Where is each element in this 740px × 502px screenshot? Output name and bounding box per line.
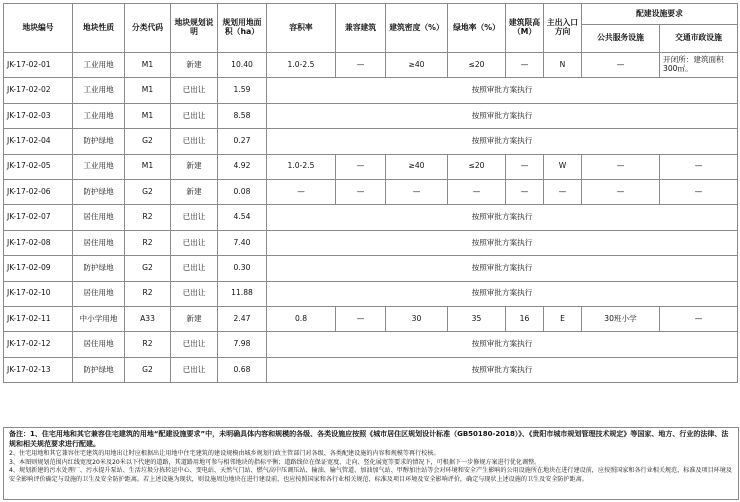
header-traffic: 交通市政设施 [660,25,738,53]
cell-code: M1 [125,103,171,128]
cell-land-use: 工业用地 [73,78,125,103]
header-row [4,4,738,25]
cell-density: 30 [386,306,448,331]
cell-area: 7.40 [218,230,267,255]
cell-merged-approval: 按照审批方案执行 [267,357,738,382]
cell-green: ≤20 [448,53,506,78]
table-row [4,332,738,357]
cell-code: G2 [125,357,171,382]
cell-traffic: — [660,179,738,204]
cell-area: 0.08 [218,179,267,204]
cell-code: R2 [125,205,171,230]
cell-far: — [267,179,336,204]
cell-traffic: 开闭所：建筑面积300㎡。 [660,53,738,78]
table-row [4,256,738,281]
cell-land-use: 防护绿地 [73,256,125,281]
cell-block-id: JK-17-02-06 [4,179,73,204]
cell-far: 1.0-2.5 [267,53,336,78]
cell-compatible: — [336,53,386,78]
cell-compatible: — [336,179,386,204]
cell-green: 35 [448,306,506,331]
cell-plan-note: 新建 [171,179,218,204]
cell-block-id: JK-17-02-10 [4,281,73,306]
cell-plan-note: 新建 [171,53,218,78]
cell-area: 4.54 [218,205,267,230]
cell-land-use: 居住用地 [73,230,125,255]
note-2: 2、住宅用地和其它兼容住宅建筑的用地出让时应根据出让用地中住宅建筑的建设规模由城乡规划行政主管部门对各级、各类配建设施的内容和规模等再行校核。 [9,449,440,457]
cell-code: R2 [125,230,171,255]
cell-plan-note: 已出让 [171,357,218,382]
cell-area: 2.47 [218,306,267,331]
cell-merged-approval: 按照审批方案执行 [267,332,738,357]
cell-height-limit: — [506,154,544,179]
cell-block-id: JK-17-02-01 [4,53,73,78]
cell-plan-note: 已出让 [171,256,218,281]
cell-land-use: 工业用地 [73,103,125,128]
cell-plan-note: 已出让 [171,230,218,255]
cell-area: 0.27 [218,129,267,154]
cell-plan-note: 已出让 [171,332,218,357]
cell-block-id: JK-17-02-02 [4,78,73,103]
cell-area: 1.59 [218,78,267,103]
table-row [4,129,738,154]
cell-code: G2 [125,256,171,281]
note-1: 备注：1、住宅用地和其它兼容住宅建筑的用地“配建设施要求”中，未明确具体内容和规模的各级、各类设施应按照《城市居住区规划设计标准（GB50180-2018）》、《贵阳市城市规划管理技术规定》等国家、地方、行业的法律、法规和相关规范要求进行配建。 [9,430,729,448]
table-row [4,306,738,331]
cell-density: ≥40 [386,154,448,179]
cell-land-use: 中小学用地 [73,306,125,331]
cell-density: ≥40 [386,53,448,78]
table-row [4,357,738,382]
cell-land-use: 防护绿地 [73,357,125,382]
cell-plan-note: 已出让 [171,103,218,128]
cell-access: E [544,306,582,331]
header-green: 绿地率（%） [448,4,506,53]
cell-code: G2 [125,129,171,154]
cell-plan-note: 已出让 [171,78,218,103]
header-access: 主出入口方向 [544,4,582,53]
header-land-use: 地块性质 [73,4,125,53]
cell-area: 11.88 [218,281,267,306]
note-3: 3、本图则规划范围内红线宽度20米及20米以下代建的道路，其道路用地可参与相邻地块的指标平衡；道路线位在保证宽度、走向、竖化展宽等要求的情况下，可根据下一步修规方案进行优化调整。 [9,458,541,466]
cell-public-service: — [582,154,660,179]
cell-compatible: — [336,154,386,179]
table-row [4,281,738,306]
header-facilities-group: 配建设施要求 [582,4,738,25]
cell-merged-approval: 按照审批方案执行 [267,281,738,306]
cell-merged-approval: 按照审批方案执行 [267,256,738,281]
cell-land-use: 居住用地 [73,281,125,306]
cell-public-service: 30班小学 [582,306,660,331]
cell-height-limit: — [506,179,544,204]
cell-far: 0.8 [267,306,336,331]
note-4: 4、规划新建的污水处理厂、污水提升泵站、生活垃圾分拣转运中心、变电站、天然气门站、燃气高中压调压站、输油、输气管道、加油加气站、甲醇加注站等会对环境和安全产生影响的公用设施所在地块在进行建设前，应按照国家和各行业相关规范、标准及项目环境及安全影响评价确定与设施的卫生及安全防护距离。若上述设施为现状，则设施周边地块在进行建设前，也应按照国家和各行业相关规范、标准及项目环境及安全影响评价，确定与现状上述设施的卫生及安全防护距离。 [9,467,732,483]
cell-access: — [544,179,582,204]
table-row [4,53,738,78]
cell-code: A33 [125,306,171,331]
cell-block-id: JK-17-02-05 [4,154,73,179]
cell-code: R2 [125,332,171,357]
cell-area: 7.98 [218,332,267,357]
cell-merged-approval: 按照审批方案执行 [267,78,738,103]
header-area: 规划用地面积（ha） [218,4,267,53]
cell-plan-note: 已出让 [171,205,218,230]
cell-code: R2 [125,281,171,306]
header-far: 容积率 [267,4,336,53]
cell-area: 4.92 [218,154,267,179]
cell-area: 8.58 [218,103,267,128]
cell-compatible: — [336,306,386,331]
header-block-id: 地块编号 [4,4,73,53]
cell-area: 0.68 [218,357,267,382]
cell-block-id: JK-17-02-13 [4,357,73,382]
header-public-service: 公共服务设施 [582,25,660,53]
table-row [4,230,738,255]
land-plan-table [3,3,738,383]
header-height-limit: 建筑限高（M） [506,4,544,53]
cell-block-id: JK-17-02-08 [4,230,73,255]
cell-block-id: JK-17-02-09 [4,256,73,281]
cell-merged-approval: 按照审批方案执行 [267,205,738,230]
cell-green: — [448,179,506,204]
cell-height-limit: — [506,53,544,78]
cell-area: 0.30 [218,256,267,281]
header-plan-note: 地块规划说明 [171,4,218,53]
cell-code: M1 [125,154,171,179]
cell-area: 10.40 [218,53,267,78]
cell-plan-note: 新建 [171,306,218,331]
cell-traffic: — [660,306,738,331]
cell-height-limit: 16 [506,306,544,331]
header-compatible: 兼容建筑 [336,4,386,53]
table-row [4,103,738,128]
cell-plan-note: 已出让 [171,129,218,154]
cell-land-use: 防护绿地 [73,129,125,154]
table-row [4,154,738,179]
cell-access: W [544,154,582,179]
header-code: 分类代码 [125,4,171,53]
cell-block-id: JK-17-02-12 [4,332,73,357]
cell-plan-note: 已出让 [171,281,218,306]
header-density: 建筑密度（%） [386,4,448,53]
cell-code: M1 [125,53,171,78]
cell-merged-approval: 按照审批方案执行 [267,103,738,128]
cell-density: — [386,179,448,204]
cell-code: G2 [125,179,171,204]
cell-code: M1 [125,78,171,103]
table-row [4,205,738,230]
notes-box [3,427,739,500]
cell-block-id: JK-17-02-04 [4,129,73,154]
cell-far: 1.0-2.5 [267,154,336,179]
cell-block-id: JK-17-02-03 [4,103,73,128]
cell-merged-approval: 按照审批方案执行 [267,129,738,154]
cell-access: N [544,53,582,78]
table-row [4,78,738,103]
cell-land-use: 居住用地 [73,205,125,230]
cell-merged-approval: 按照审批方案执行 [267,230,738,255]
cell-block-id: JK-17-02-07 [4,205,73,230]
cell-public-service: — [582,179,660,204]
cell-block-id: JK-17-02-11 [4,306,73,331]
cell-land-use: 工业用地 [73,53,125,78]
cell-public-service: — [582,53,660,78]
cell-land-use: 防护绿地 [73,179,125,204]
cell-land-use: 居住用地 [73,332,125,357]
table-row [4,179,738,204]
cell-plan-note: 新建 [171,154,218,179]
cell-land-use: 工业用地 [73,154,125,179]
cell-traffic: — [660,154,738,179]
cell-green: ≤20 [448,154,506,179]
